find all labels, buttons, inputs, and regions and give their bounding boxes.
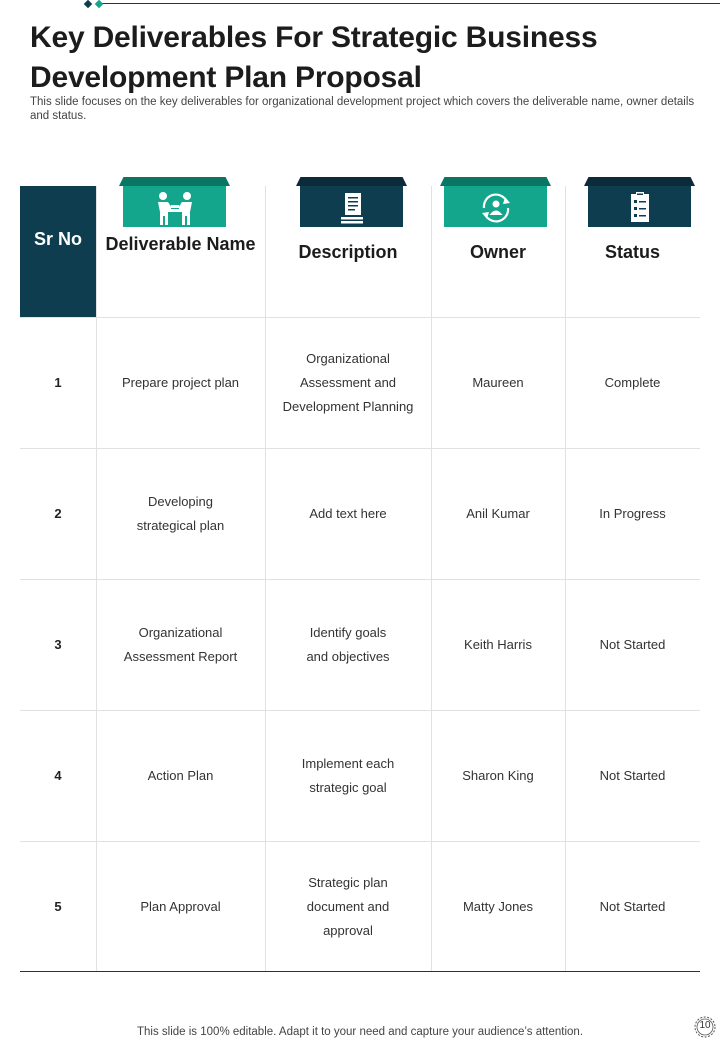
- row-5-deliverable: [96, 841, 265, 972]
- row-4-sr: 4: [54, 767, 62, 783]
- page-number: 10: [699, 1020, 711, 1031]
- header-status: Status: [604, 242, 660, 262]
- row-1-owner: Maureen: [472, 374, 524, 390]
- deliverables-table: [20, 186, 700, 972]
- row-2-status: In Progress: [599, 505, 666, 521]
- header-deliverable-name: Deliverable Name: [105, 234, 256, 254]
- cell-line: and objectives: [306, 648, 390, 664]
- row-4-status: Not Started: [599, 767, 666, 783]
- row-3-sr: 3: [54, 636, 62, 652]
- person-cycle-icon: [476, 191, 516, 225]
- cell-line: Plan Approval: [140, 898, 221, 914]
- cell-line: Strategic plan: [308, 874, 388, 890]
- cell-line: Assessment Report: [123, 648, 238, 664]
- cell-line: Development Planning: [282, 398, 414, 414]
- row-5-description: [265, 841, 431, 972]
- cell-line: strategical plan: [136, 517, 225, 533]
- row-2-description: [265, 448, 431, 579]
- row-4-description: [265, 710, 431, 841]
- row-1-sr: 1: [54, 374, 62, 390]
- row-1-description: [265, 317, 431, 448]
- header-description: Description: [298, 242, 398, 262]
- page-subtitle: This slide focuses on the key deliverables for organizational development project which covers the deliverable name, owner details and status.: [30, 96, 695, 122]
- checklist-icon: [620, 191, 660, 225]
- row-3-status: Not Started: [599, 636, 666, 652]
- status-badge-header: [588, 177, 691, 227]
- cell-line: Assessment and: [299, 374, 397, 390]
- cell-line: Identify goals: [309, 624, 387, 640]
- row-5-owner: Matty Jones: [462, 898, 534, 914]
- top-rule: [96, 3, 720, 4]
- cell-line: strategic goal: [309, 779, 387, 795]
- row-3-owner: Keith Harris: [464, 636, 532, 652]
- cell-line: Organizational: [306, 350, 390, 366]
- deliverable-badge: [123, 177, 226, 227]
- cell-line: Add text here: [309, 505, 387, 521]
- cell-line: Implement each: [301, 755, 395, 771]
- row-4-deliverable: [96, 710, 265, 841]
- row-5-sr: 5: [54, 898, 62, 914]
- row-1-status: Complete: [604, 374, 661, 390]
- row-3-description: [265, 579, 431, 710]
- header-owner: Owner: [469, 242, 526, 262]
- cell-line: Developing: [147, 493, 214, 509]
- row-3-deliverable: [96, 579, 265, 710]
- description-badge: [300, 177, 403, 227]
- row-2-deliverable: [96, 448, 265, 579]
- cell-line: document and: [306, 898, 390, 914]
- diamond-ornament: [84, 0, 92, 8]
- page-title: Key Deliverables For Strategic Business Development Plan Proposal: [30, 21, 598, 94]
- row-2-owner: Anil Kumar: [466, 505, 530, 521]
- cell-line: Action Plan: [147, 767, 214, 783]
- cell-line: Prepare project plan: [121, 374, 240, 390]
- diamond-ornament: [95, 0, 103, 8]
- footer-note: This slide is 100% editable. Adapt it to your need and capture your audience’s attention.: [136, 1026, 584, 1038]
- row-4-owner: Sharon King: [462, 767, 534, 783]
- row-5-status: Not Started: [599, 898, 666, 914]
- owner-badge: [444, 177, 547, 227]
- row-2-sr: 2: [54, 505, 62, 521]
- cell-line: Organizational: [138, 624, 223, 640]
- cell-line: approval: [323, 922, 373, 938]
- document-stack-icon: [332, 191, 372, 225]
- header-sr-no: Sr No: [20, 186, 96, 317]
- row-1-deliverable: [96, 317, 265, 448]
- handshake-people-icon: [155, 191, 195, 225]
